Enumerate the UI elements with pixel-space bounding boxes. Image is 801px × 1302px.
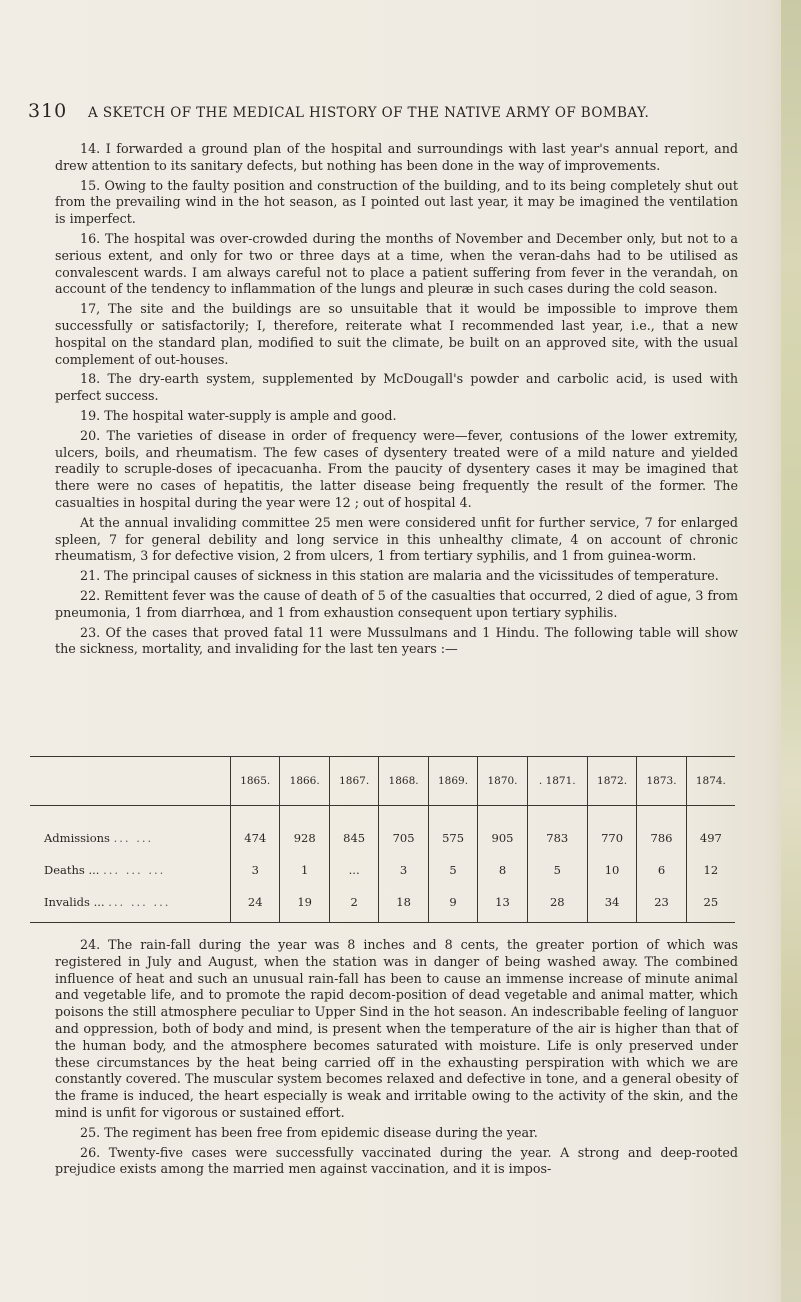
table-row-admissions — [30, 806, 735, 855]
table-cell: 18 — [379, 886, 428, 923]
table-cell: 10 — [587, 854, 636, 886]
table-row-invalids — [30, 886, 735, 923]
table-cell: 13 — [478, 886, 527, 923]
paragraph-16: 16. The hospital was over-crowded during the months of November and December only, but not to a serious extent, and only for two or three days at a time, when the veran-dahs had to be utilised as convalescent wards. I am always careful not to place a patient suffering from fever in the verandah, on account of the tendency to inflammation of the lungs and pleuræ in such cases during the cold season. — [55, 230, 738, 297]
paragraph-25: 25. The regiment has been free from epidemic disease during the year. — [80, 1124, 538, 1140]
table-cell: 6 — [637, 854, 686, 886]
table-cell: 28 — [527, 886, 587, 923]
table-cell: 575 — [428, 806, 477, 855]
row-label: Deaths ... ... ... ... — [44, 863, 166, 877]
year-header: 1866. — [280, 757, 329, 806]
paragraph-23: 23. Of the cases that proved fatal 11 were Mussulmans and 1 Hindu. The following table will show the sickness, mortality, and invaliding for the last ten years :— — [55, 624, 738, 657]
table-cell: 705 — [379, 806, 428, 855]
table-cell: 928 — [280, 806, 329, 855]
table-cell: 25 — [686, 886, 735, 923]
row-label: Invalids ... ... ... ... — [30, 886, 231, 923]
table-row-deaths — [30, 854, 735, 886]
table-cell: 9 — [428, 886, 477, 923]
year-header: 1872. — [587, 757, 636, 806]
table-cell: 474 — [231, 806, 280, 855]
table-cell: 3 — [379, 854, 428, 886]
table-cell: ... — [329, 854, 378, 886]
running-head: A SKETCH OF THE MEDICAL HISTORY OF THE NATIVE ARMY OF BOMBAY. — [88, 105, 650, 121]
year-header: 1870. — [478, 757, 527, 806]
year-header: . 1871. — [527, 757, 587, 806]
table-cell: 12 — [686, 854, 735, 886]
paragraph-22: 22. Remittent fever was the cause of death of 5 of the casualties that occurred, 2 died of ague, 3 from pneumonia, 1 from diarrhœa, and 1 from exhaustion consequent upon tertiary syphilis. — [55, 587, 738, 620]
table-cell: 497 — [686, 806, 735, 855]
year-header: 1865. — [231, 757, 280, 806]
table-cell: 8 — [478, 854, 527, 886]
table-cell: 5 — [428, 854, 477, 886]
year-header: 1869. — [428, 757, 477, 806]
table-cell: 770 — [587, 806, 636, 855]
paragraph-14: 14. I forwarded a ground plan of the hospital and surroundings with last year's annual report, and drew attention to its sanitary defects, but nothing has been done in the way of improvements. — [55, 141, 738, 173]
year-header: 1874. — [686, 757, 735, 806]
paragraph-17: 17, The site and the buildings are so unsuitable that it would be impossible to improve them successfully or satisfactorily; I, therefore, reiterate what I recommended last year, i.e., that a new hospital on the standard plan, modified to suit the climate, be built on an approved site, with the usual complement of out-houses. — [55, 301, 738, 367]
table-cell: 19 — [280, 886, 329, 923]
table-cell: 1 — [280, 854, 329, 886]
body-text-top — [55, 141, 738, 661]
table-header-blank — [30, 757, 231, 806]
paragraph-21: 21. The principal causes of sickness in this station are malaria and the vicissitudes of temperature. — [80, 568, 719, 584]
table-cell: 786 — [637, 806, 686, 855]
table-cell: 905 — [478, 806, 527, 855]
body-text-bottom — [55, 937, 738, 1181]
table-header-row — [30, 757, 735, 806]
table-cell: 5 — [527, 854, 587, 886]
paragraph-15: 15. Owing to the faulty position and construction of the building, and to its being completely shut out from the prevailing wind in the hot season, as I pointed out last year, it may be imagined the ventilation is imperfect. — [55, 177, 738, 227]
table-cell: 783 — [527, 806, 587, 855]
year-header: 1868. — [379, 757, 428, 806]
table-cell: 34 — [587, 886, 636, 923]
table-cell: 845 — [329, 806, 378, 855]
sickness-table — [30, 756, 735, 923]
year-header: 1873. — [637, 757, 686, 806]
paragraph-19: 19. The hospital water-supply is ample and good. — [80, 407, 397, 423]
row-label: Admissions ... ... — [44, 831, 154, 845]
paragraph-26: 26. Twenty-five cases were successfully vaccinated during the year. A strong and deep-rooted prejudice exists among the married men against vaccination, and it is impos- — [55, 1144, 738, 1177]
year-header: 1867. — [329, 757, 378, 806]
paragraph-18: 18. The dry-earth system, supplemented by McDougall's powder and carbolic acid, is used with perfect success. — [55, 371, 738, 404]
table-cell: 23 — [637, 886, 686, 923]
paragraph-20: 20. The varieties of disease in order of frequency were—fever, contusions of the lower extremity, ulcers, boils, and rheumatism. The few cases of dysentery treated were of a mild nature and yielded readily to scruple-doses of ipecacuanha. From the paucity of dysentery cases it may be imagined that there were no cases of hepatitis, the latter disease being frequently the result of the former. The casualties in hospital during the year were 12 ; out of hospital 4. — [55, 427, 738, 510]
table-cell: 3 — [231, 854, 280, 886]
page-edge — [781, 0, 801, 1302]
table-cell: 2 — [329, 886, 378, 923]
paragraph-24: 24. The rain-fall during the year was 8 inches and 8 cents, the greater portion of which was registered in July and August, when the station was in danger of being washed away. The combined influence of heat and such an unusual rain-fall has been to cause an immense increase of minute animal and vegetable life, and to promote the rapid decom-position of dead vegetable and animal matter, which poisons the still atmosphere peculiar to Upper Sind in the hot season. An indescribable feeling of languor and oppression, both of body and mind, is present when the temperature of the air is higher than that of the human body, and the atmosphere becomes saturated with moisture. Life is only preserved under these circumstances by the heat being carried off in the exhausting perspiration with which we are constantly covered. The muscular system becomes relaxed and defective in tone, and a general obesity of the frame is induced, the heart especially is weak and irritable owing to the activity of the skin, and the mind is unfit for vigorous or sustained effort. — [55, 937, 738, 1120]
page-number: 310 — [28, 100, 68, 122]
table-cell: 24 — [231, 886, 280, 923]
page-header — [28, 100, 748, 130]
paragraph-invaliding: At the annual invaliding committee 25 men were considered unfit for further service, 7 for enlarged spleen, 7 for general debility and long service in this unhealthy climate, 4 on account of chronic rheumatism, 3 for defective vision, 2 from ulcers, 1 from tertiary syphilis, and 1 from guinea-worm. — [55, 514, 738, 564]
